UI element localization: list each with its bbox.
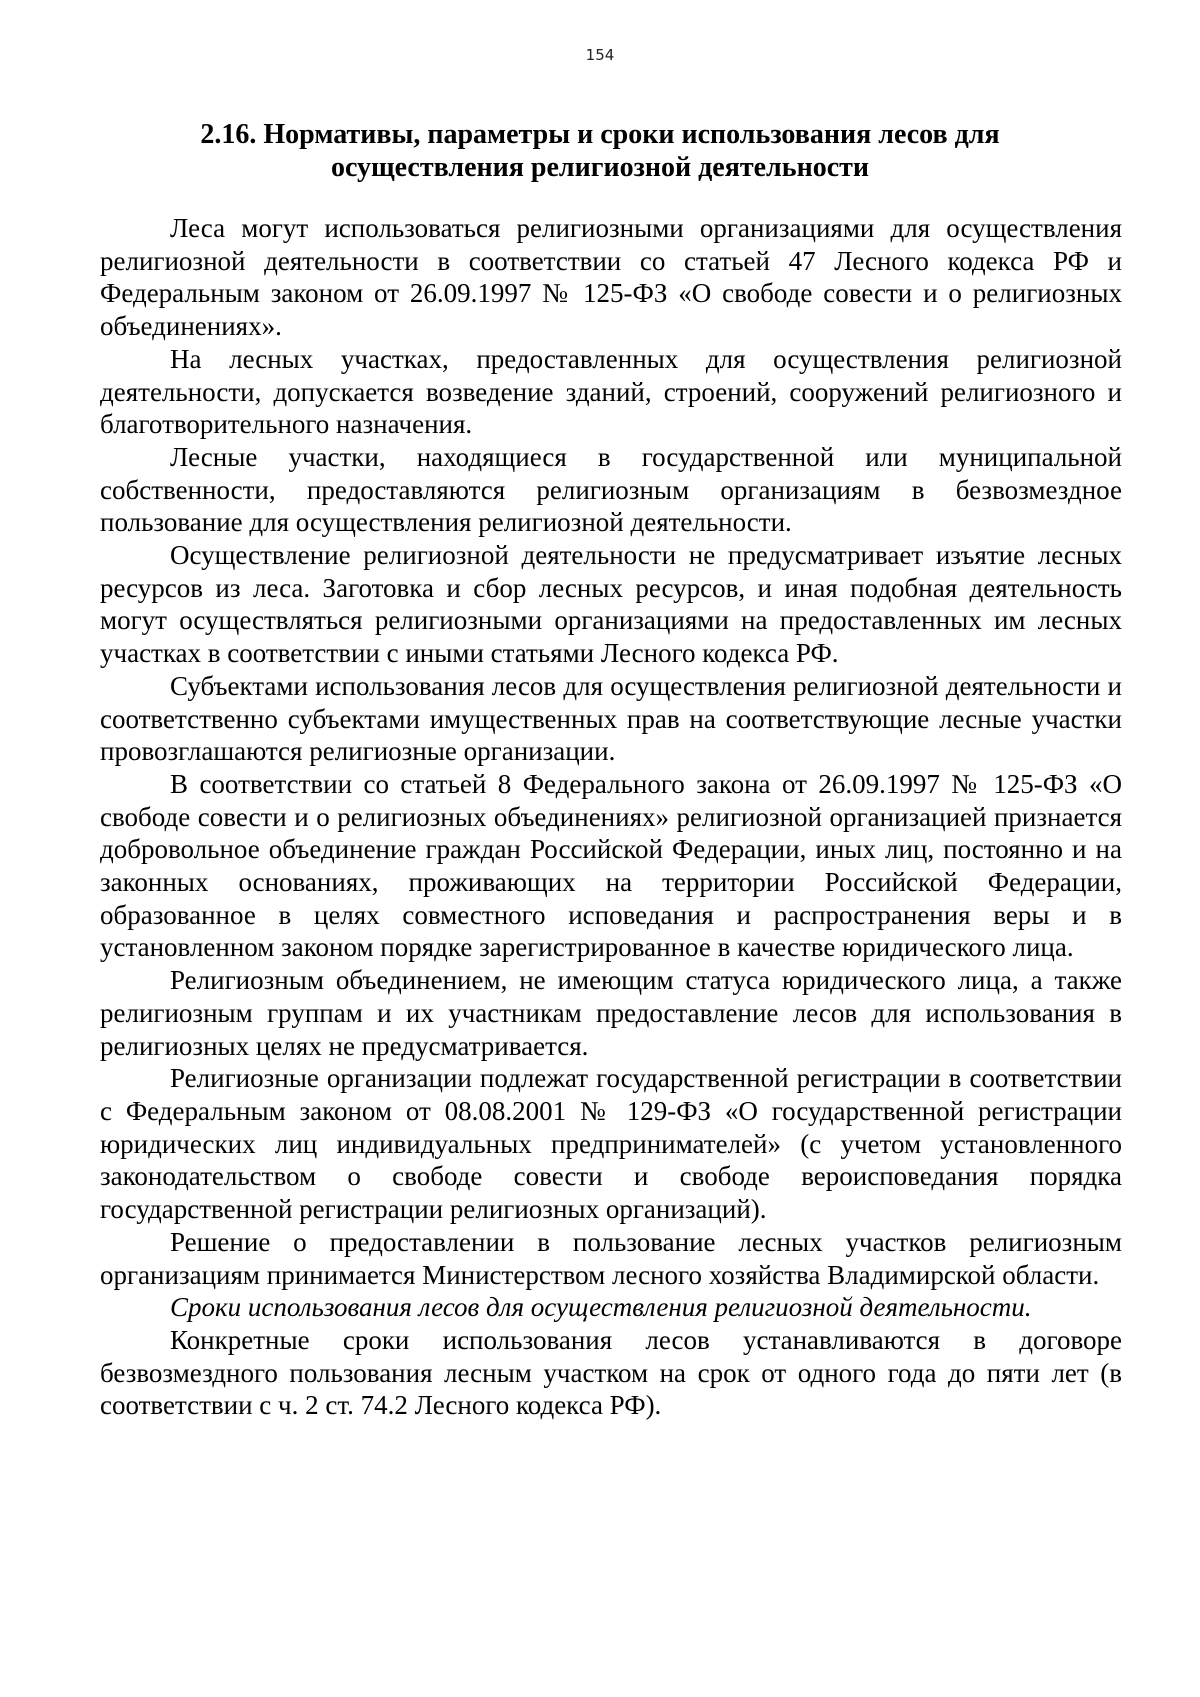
paragraph-1: Леса могут использоваться религиозными организациями для осуществления религиозной деятельности в соответствии со статьей 47 Лесного кодекса РФ и Федеральным законом от 26.09.1997 № 125-ФЗ «О свободе совести и о религиозных объединениях». bbox=[100, 213, 1122, 342]
paragraph-5: Субъектами использования лесов для осуществления религиозной деятельности и соответственно субъектами имущественных прав на соответствующие лесные участки провозглашаются религиозные организации. bbox=[100, 670, 1122, 767]
paragraph-3: Лесные участки, находящиеся в государственной или муниципальной собственности, предоставляются религиозным организациям в безвозмездное пользование для осуществления религиозной деятельности. bbox=[100, 441, 1122, 538]
paragraph-2: На лесных участках, предоставленных для осуществления религиозной деятельности, допускается возведение зданий, строений, сооружений религиозного и благотворительного назначения. bbox=[100, 343, 1122, 440]
paragraph-6: В соответствии со статьей 8 Федерального закона от 26.09.1997 № 125-ФЗ «О свободе совести и о религиозных объединениях» религиозной организацией признается добровольное объединение граждан Российской Федерации, иных лиц, постоянно и на законных основаниях, проживающих на территории Российской Федерации, образованное в целях совместного исповедания и распространения веры и в установленном законом порядке зарегистрированное в качестве юридического лица. bbox=[100, 768, 1122, 963]
section-title bbox=[100, 118, 1100, 184]
paragraph-7: Религиозным объединением, не имеющим статуса юридического лица, а также религиозным группам и их участникам предоставление лесов для использования в религиозных целях не предусматривается. bbox=[100, 965, 1122, 1061]
paragraph-9: Решение о предоставлении в пользование лесных участков религиозным организациям принимается Министерством лесного хозяйства Владимирской области. bbox=[100, 1226, 1122, 1290]
document-body bbox=[100, 212, 1122, 1422]
subheading-terms: Сроки использования лесов для осуществления религиозной деятельности. bbox=[170, 1292, 1032, 1323]
section-title-line-2: осуществления религиозной деятельности bbox=[330, 152, 870, 183]
paragraph-4: Осуществление религиозной деятельности не предусматривает изъятие лесных ресурсов из леса. Заготовка и сбор лесных ресурсов, и иная подобная деятельность могут осуществляться религиозными организациями на предоставленных им лесных участках в соответствии с иными статьями Лесного кодекса РФ. bbox=[100, 540, 1122, 669]
paragraph-10: Конкретные сроки использования лесов устанавливаются в договоре безвозмездного пользования лесным участком на срок от одного года до пяти лет (в соответствии с ч. 2 ст. 74.2 Лесного кодекса РФ). bbox=[100, 1324, 1122, 1421]
page-number: 154 bbox=[585, 46, 615, 64]
section-title-line-1: 2.16. Нормативы, параметры и сроки использования лесов для bbox=[200, 119, 1000, 150]
paragraph-8: Религиозные организации подлежат государственной регистрации в соответствии с Федеральным законом от 08.08.2001 № 129-ФЗ «О государственной регистрации юридических лиц индивидуальных предпринимателей» (с учетом установленного законодательством о свободе совести и свободе вероисповедания порядка государственной регистрации религиозных организаций). bbox=[100, 1063, 1122, 1225]
